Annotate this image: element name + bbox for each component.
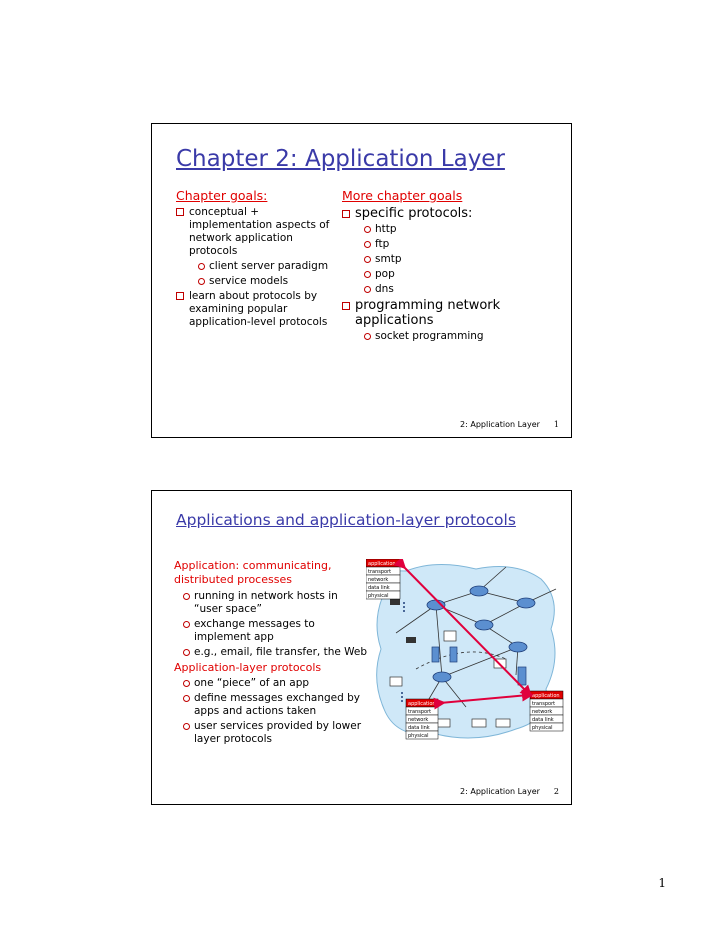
server-icon [518,667,526,685]
goal-subitem: dns [364,283,552,296]
goal-subitem: ftp [364,238,552,251]
goal-subitem: pop [364,268,552,281]
goal-item: learn about protocols by examining popular application-level protocols [176,290,336,329]
slide-footer: 2: Application Layer 1 [460,420,559,429]
goal-subitem: socket programming [364,330,552,343]
router-icon [470,586,488,596]
stack-layer-label: transport [408,709,432,715]
section-heading: Application-layer protocols [174,661,322,674]
list-item: exchange messages to implement app [183,618,369,644]
hub-icon [444,631,456,641]
server-icon [450,647,457,662]
right-column-heading: More chapter goals [342,188,463,203]
slide-footer: 2: Application Layer 2 [460,787,559,796]
goal-subitem: service models [198,275,336,288]
stack-layer-label: transport [532,701,556,707]
goal-subitem: smtp [364,253,552,266]
slide-2-text [174,559,369,748]
protocol-stack-bottom-right [530,691,563,731]
section-heading: Application: communicating, distributed processes [174,559,332,586]
stack-layer-label: physical [368,593,389,599]
server-icon [432,647,439,662]
list-item: one “piece” of an app [183,677,369,690]
list-item: e.g., email, file transfer, the Web [183,646,369,659]
router-icon [475,620,493,630]
stack-layer-label: data link [408,725,430,731]
network-cloud [377,564,555,738]
goal-item: specific protocols: http ftp smtp pop dns [342,206,552,296]
goal-subitem: client server paradigm [198,260,336,273]
stack-layer-label: physical [532,725,553,731]
goal-subitem: http [364,223,552,236]
slide-1-title: Chapter 2: Application Layer [176,146,505,172]
protocol-stack-bottom-left [406,699,438,739]
stack-layer-label: physical [408,733,429,739]
goal-item: conceptual + implementation aspects of network application protocols client server paradigm service models [176,206,336,288]
stack-layer-label: application [408,701,436,707]
phone-icon [406,637,416,643]
laptop-icon [496,719,510,727]
list-item: define messages exchanged by apps and actions taken [183,692,369,718]
stack-layer-label: data link [368,585,390,591]
left-column [176,188,336,330]
page-number: 1 [658,876,666,890]
protocol-stack-top [366,559,400,599]
goal-item: programming network applications socket programming [342,298,552,343]
stack-layer-label: network [408,717,429,723]
slide-2 [151,490,572,805]
list-item: running in network hosts in “user space” [183,590,369,616]
router-icon [509,642,527,652]
list-item: user services provided by lower layer protocols [183,720,369,746]
network-diagram [366,559,564,747]
stack-layer-label: transport [368,569,392,575]
phone-icon [390,599,400,605]
stack-layer-label: application [532,693,560,699]
laptop-icon [472,719,486,727]
left-column-heading: Chapter goals: [176,188,268,203]
stack-layer-label: application [368,561,396,567]
slide-1 [151,123,572,438]
stack-layer-label: network [368,577,389,583]
desktop-icon [390,677,402,686]
stack-layer-label: data link [532,717,554,723]
stack-layer-label: network [532,709,553,715]
slide-2-title: Applications and application-layer protocols [176,511,516,529]
router-icon [517,598,535,608]
router-icon [433,672,451,682]
right-column [342,188,552,345]
